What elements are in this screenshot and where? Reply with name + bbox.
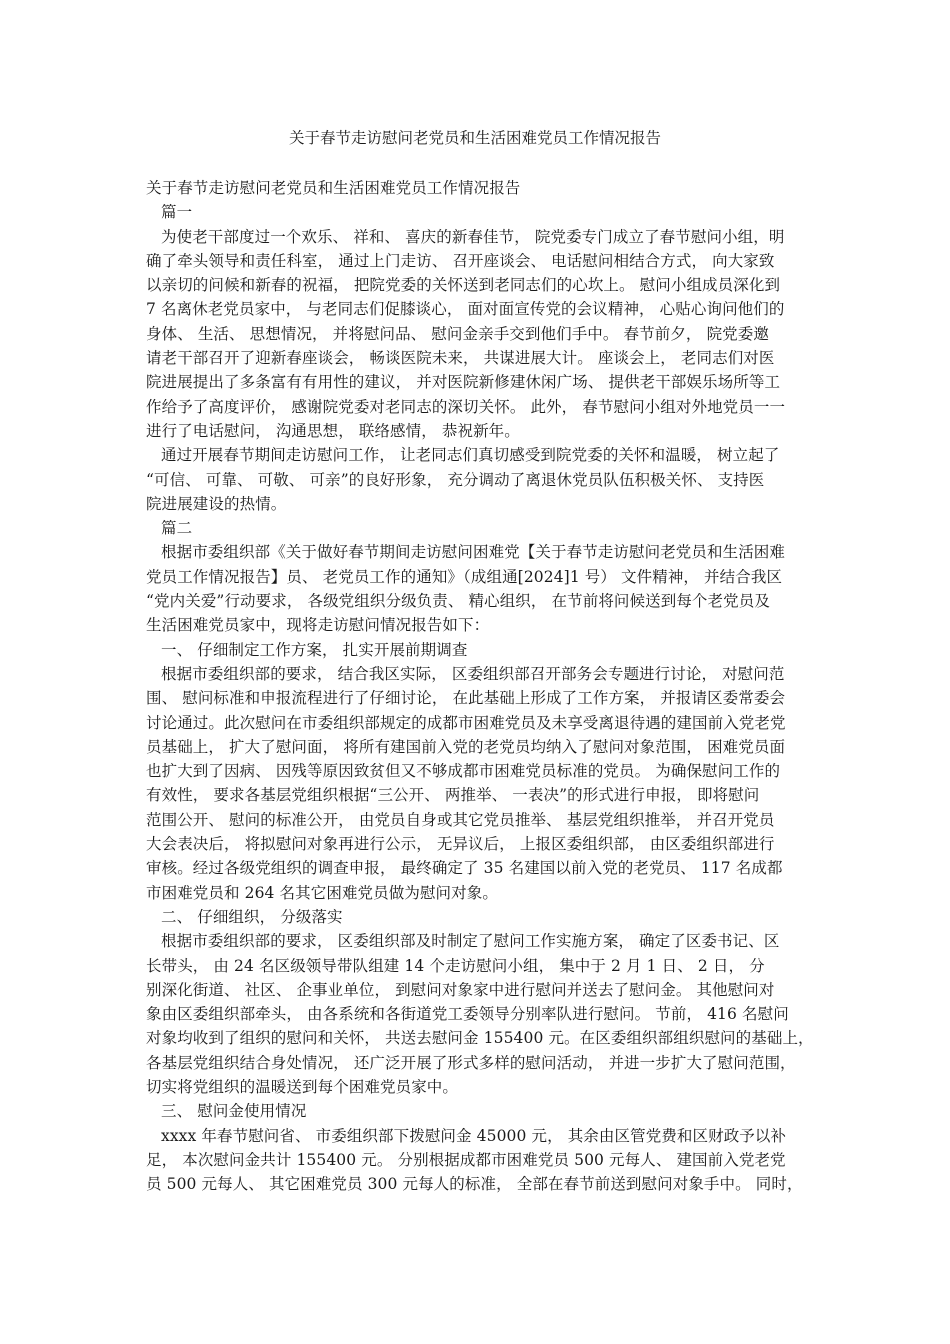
- text-line: “可信、 可靠、 可敬、 可亲”的良好形象， 充分调动了离退休党员队伍积极关怀、 支持医: [146, 470, 765, 489]
- text-line: 讨论通过。此次慰问在市委组织部规定的成都市困难党员及未享受离退待遇的建国前入党老党: [146, 713, 786, 732]
- text-line: 身体、 生活、 思想情况， 并将慰问品、 慰问金亲手交到他们手中。 春节前夕， 院党委邀: [146, 324, 769, 343]
- text-line: 根据市委组织部《关于做好春节期间走访慰问困难党【关于春节走访慰问老党员和生活困难: [161, 543, 786, 562]
- text-line: 对象均收到了组织的慰问和关怀， 共送去慰问金 155400 元。在区委组织部组织慰问的基础上，: [146, 1029, 814, 1048]
- text-line: 关于春节走访慰问老党员和生活困难党员工作情况报告: [146, 179, 521, 197]
- text-line: 市困难党员和 264 名其它困难党员做为慰问对象。: [146, 883, 498, 902]
- text-line: 篇一: [161, 203, 193, 222]
- text-line: 大会表决后， 将拟慰问对象再进行公示， 无异议后， 上报区委组织部， 由区委组织部进行: [146, 835, 775, 854]
- text-line: 通过开展春节期间走访慰问工作， 让老同志们真切感受到院党委的关怀和温暖， 树立起了: [161, 446, 780, 465]
- text-line: 请老干部召开了迎新春座谈会， 畅谈医院未来， 共谋进展大计。 座谈会上， 老同志们对医: [146, 349, 775, 368]
- text-line: 党员工作情况报告】员、 老党员工作的通知》（成组通[2024]1 号） 文件精神， 并结合我区: [146, 567, 783, 586]
- text-line: 作给予了高度评价， 感谢院党委对老同志的深切关怀。 此外， 春节慰问小组对外地党员一一: [146, 397, 786, 416]
- text-line: 三、 慰问金使用情况: [161, 1102, 307, 1121]
- text-line: “党内关爱”行动要求， 各级党组织分级负责、 精心组织， 在节前将问候送到每个老党员及: [146, 592, 770, 611]
- text-line: 切实将党组织的温暖送到每个困难党员家中。: [146, 1077, 459, 1096]
- text-line: 员 500 元每人、 其它困难党员 300 元每人的标准， 全部在春节前送到慰问对象手中。 同时，: [146, 1175, 803, 1194]
- text-line: 确了牵头领导和责任科室， 通过上门走访、 召开座谈会、 电话慰问相结合方式， 向大家致: [146, 251, 775, 270]
- text-line: 长带头， 由 24 名区级领导带队组建 14 个走访慰问小组， 集中于 2 月 1 日、 2 日， 分: [146, 956, 765, 975]
- text-line: 足， 本次慰问金共计 155400 元。 分别根据成都市困难党员 500 元每人、 建国前入党老党: [146, 1150, 786, 1169]
- text-line: 一、 仔细制定工作方案， 扎实开展前期调查: [161, 640, 468, 659]
- text-line: xxxx 年春节慰问省、 市委组织部下拨慰问金 45000 元， 其余由区管党费和区财政予以补: [161, 1126, 787, 1145]
- text-line: 生活困难党员家中，现将走访慰问情况报告如下：: [146, 616, 490, 635]
- text-line: 7 名离休老党员家中， 与老同志们促膝谈心， 面对面宣传党的会议精神， 心贴心询问他们的: [146, 300, 785, 319]
- text-line: 院进展建设的热情。: [146, 494, 287, 513]
- text-line: 审核。经过各级党组织的调查申报， 最终确定了 35 名建国以前入党的老党员、 117 名成都: [146, 859, 783, 878]
- text-line: 为使老干部度过一个欢乐、 祥和、 喜庆的新春佳节， 院党委专门成立了春节慰问小组，明: [161, 227, 785, 246]
- text-line: 也扩大到了因病、 因残等原因致贫但又不够成都市困难党员标准的党员。 为确保慰问工作的: [146, 762, 781, 781]
- text-line: 院进展提出了多条富有有用性的建议， 并对医院新修建休闲广场、 提供老干部娱乐场所等工: [146, 373, 781, 392]
- text-line: 员基础上， 扩大了慰问面， 将所有建国前入党的老党员均纳入了慰问对象范围， 困难党员面: [146, 737, 786, 756]
- text-line: 根据市委组织部的要求， 区委组织部及时制定了慰问工作实施方案， 确定了区委书记、区: [161, 932, 780, 951]
- text-line: 二、 仔细组织， 分级落实: [161, 907, 343, 926]
- text-line: 象由区委组织部牵头， 由各系统和各街道党工委领导分别率队进行慰问。 节前， 416 名慰问: [146, 1005, 789, 1024]
- text-line: 篇二: [161, 519, 193, 538]
- text-line: 别深化街道、 社区、 企事业单位， 到慰问对象家中进行慰问并送去了慰问金。 其他慰问对: [146, 980, 775, 999]
- text-line: 根据市委组织部的要求， 结合我区实际， 区委组织部召开部务会专题进行讨论， 对慰问范: [161, 664, 785, 683]
- text-line: 各基层党组织结合身处情况， 还广泛开展了形式多样的慰问活动， 并进一步扩大了慰问范围，: [146, 1053, 796, 1072]
- page-title: 关于春节走访慰问老党员和生活困难党员工作情况报告: [288, 129, 661, 147]
- text-line: 范围公开、 慰问的标准公开， 由党员自身或其它党员推举、 基层党组织推举， 并召开党员: [146, 810, 775, 829]
- text-line: 以亲切的问候和新春的祝福， 把院党委的关怀送到老同志们的心坎上。 慰问小组成员深化到: [146, 276, 781, 295]
- document-body: [146, 176, 826, 1196]
- text-line: 有效性， 要求各基层党组织根据“三公开、 两推举、 一表决”的形式进行申报， 即将慰问: [146, 786, 760, 805]
- text-line: 围、 慰问标准和申报流程进行了仔细讨论， 在此基础上形成了工作方案， 并报请区委常委会: [146, 689, 786, 708]
- text-line: 进行了电话慰问， 沟通思想， 联络感情， 恭祝新年。: [146, 421, 520, 440]
